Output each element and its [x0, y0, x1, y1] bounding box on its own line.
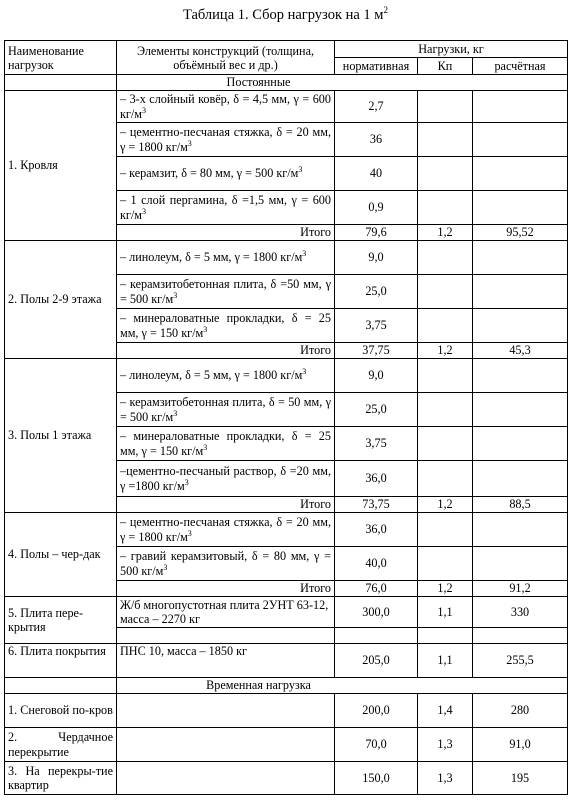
element-cell: – керамзит, δ = 80 мм, γ = 500 $кг/м^3$: [117, 157, 335, 191]
calc-value: 91,0: [473, 728, 568, 762]
empty-cell: [418, 547, 473, 581]
empty-cell: [473, 628, 568, 644]
empty-cell: [418, 461, 473, 497]
empty-cell: [418, 157, 473, 191]
norm-value: 70,0: [335, 728, 418, 762]
k-value: 1,3: [418, 762, 473, 795]
empty-cell: [418, 241, 473, 275]
table-row: [5, 359, 568, 393]
group-name-floors-2-9: 2. Полы 2-9 этажа: [5, 241, 117, 359]
empty-cell: [473, 309, 568, 343]
element-cell: – керамзитобетонная плита, δ =50 мм, γ = 500 $кг/м^3$: [117, 275, 335, 309]
norm-value: 2,7: [335, 91, 418, 123]
empty-cell: [473, 461, 568, 497]
empty-cell: [335, 628, 418, 644]
header-name-cell: Наименование нагрузок: [5, 41, 117, 75]
norm-value: 36: [335, 123, 418, 157]
table-row: [5, 513, 568, 547]
empty-cell: [418, 427, 473, 461]
temp-name: 3. На перекры-тие квартир: [5, 762, 117, 795]
norm-value: 0,9: [335, 191, 418, 225]
empty-cell: [473, 427, 568, 461]
empty-cell: [473, 123, 568, 157]
table-row: [5, 694, 568, 728]
empty-cell: [418, 513, 473, 547]
norm-value: 36,0: [335, 461, 418, 497]
table-row: [5, 644, 568, 678]
norm-value: 300,0: [335, 597, 418, 628]
element-cell: – 3-х слойный ковёр, δ = 4,5 мм, γ = 600 $кг/м^3$: [117, 91, 335, 123]
total-label: Итого: [117, 225, 335, 241]
empty-cell: [473, 359, 568, 393]
calc-value: 330: [473, 597, 568, 628]
total-k: 1,2: [418, 225, 473, 241]
element-cell: – минераловатные прокладки, δ = 25 мм, γ = 150 $кг/м^3$: [117, 309, 335, 343]
norm-value: 9,0: [335, 241, 418, 275]
header-loads-cell: Нагрузки, кг: [335, 41, 568, 58]
norm-value: 36,0: [335, 513, 418, 547]
total-calc: 95,52: [473, 225, 568, 241]
total-norm: 79,6: [335, 225, 418, 241]
total-label: Итого: [117, 581, 335, 597]
empty-cell: [117, 762, 335, 795]
element-cell: – линолеум, δ = 5 мм, γ = 1800 $кг/м^3$: [117, 241, 335, 275]
empty-cell: [473, 241, 568, 275]
element-cell: Ж/б многопустотная плита 2УНТ 63-12, масса – 2270 кг: [117, 597, 335, 628]
group-name-slab-floor: 5. Плита пере-крытия: [5, 597, 117, 644]
table-title-superscript: 2: [383, 5, 388, 15]
empty-cell: [418, 309, 473, 343]
group-name-roof: 1. Кровля: [5, 91, 117, 241]
total-label: Итого: [117, 343, 335, 359]
section-permanent-label: Постоянные: [117, 75, 568, 91]
element-cell: – цементно-песчаная стяжка, δ = 20 мм, γ = 1800 $кг/м^3$: [117, 513, 335, 547]
norm-value: 25,0: [335, 275, 418, 309]
element-cell: – минераловатные прокладки, δ = 25 мм, γ = 150 $кг/м^3$: [117, 427, 335, 461]
header-calc-cell: расчётная: [473, 58, 568, 75]
norm-value: 40: [335, 157, 418, 191]
norm-value: 25,0: [335, 393, 418, 427]
total-norm: 73,75: [335, 497, 418, 513]
group-name-slab-roof: 6. Плита покрытия: [5, 644, 117, 678]
section-temporary-label: Временная нагрузка: [117, 678, 568, 694]
temp-name: 2. Чердачное перекрытие: [5, 728, 117, 762]
total-calc: 91,2: [473, 581, 568, 597]
empty-cell: [473, 191, 568, 225]
empty-cell: [5, 678, 117, 694]
empty-cell: [418, 359, 473, 393]
element-cell: – линолеум, δ = 5 мм, γ = 1800 $кг/м^3$: [117, 359, 335, 393]
k-value: 1,4: [418, 694, 473, 728]
norm-value: 9,0: [335, 359, 418, 393]
empty-cell: [473, 393, 568, 427]
empty-cell: [117, 694, 335, 728]
empty-cell: [418, 275, 473, 309]
header-row-1: [5, 41, 568, 58]
group-name-attic: 4. Полы – чер-дак: [5, 513, 117, 597]
empty-cell: [5, 75, 117, 91]
table-row: [5, 728, 568, 762]
norm-value: 150,0: [335, 762, 418, 795]
k-value: 1,1: [418, 644, 473, 678]
total-norm: 37,75: [335, 343, 418, 359]
element-cell: – 1 слой пергамина, δ =1,5 мм, γ = 600 $кг/м^3$: [117, 191, 335, 225]
empty-cell: [117, 628, 335, 644]
total-k: 1,2: [418, 497, 473, 513]
k-value: 1,3: [418, 728, 473, 762]
table-title: [0, 1, 571, 24]
element-cell: –цементно-песчаный раствор, δ =20 мм, γ =1800 $кг/м^3$: [117, 461, 335, 497]
total-calc: 88,5: [473, 497, 568, 513]
loads-table: [4, 40, 568, 795]
header-elements-cell: Элементы конструкций (толщина, объёмный вес и др.): [117, 41, 335, 75]
empty-cell: [418, 123, 473, 157]
header-k-cell: Кп: [418, 58, 473, 75]
temp-name: 1. Снеговой по-кров: [5, 694, 117, 728]
norm-value: 200,0: [335, 694, 418, 728]
table-row: [5, 597, 568, 628]
section-row-permanent: [5, 75, 568, 91]
empty-cell: [418, 191, 473, 225]
total-k: 1,2: [418, 343, 473, 359]
empty-cell: [418, 628, 473, 644]
norm-value: 3,75: [335, 309, 418, 343]
group-name-floors-1: 3. Полы 1 этажа: [5, 359, 117, 513]
empty-cell: [473, 157, 568, 191]
k-value: 1,1: [418, 597, 473, 628]
empty-cell: [117, 728, 335, 762]
empty-cell: [473, 275, 568, 309]
norm-value: 205,0: [335, 644, 418, 678]
empty-cell: [473, 91, 568, 123]
calc-value: 255,5: [473, 644, 568, 678]
empty-cell: [473, 513, 568, 547]
total-k: 1,2: [418, 581, 473, 597]
section-row-temporary: [5, 678, 568, 694]
element-cell: ПНС 10, масса – 1850 кг: [117, 644, 335, 678]
table-row: [5, 762, 568, 795]
empty-cell: [418, 91, 473, 123]
calc-value: 280: [473, 694, 568, 728]
calc-value: 195: [473, 762, 568, 795]
element-cell: – гравий керамзитовый, δ = 80 мм, γ = 500 $кг/м^3$: [117, 547, 335, 581]
total-norm: 76,0: [335, 581, 418, 597]
table-row: [5, 241, 568, 275]
empty-cell: [473, 547, 568, 581]
total-calc: 45,3: [473, 343, 568, 359]
element-cell: – керамзитобетонная плита, δ = 50 мм, γ = 500 $кг/м^3$: [117, 393, 335, 427]
table-row: [5, 91, 568, 123]
norm-value: 3,75: [335, 427, 418, 461]
element-cell: – цементно-песчаная стяжка, δ = 20 мм, γ = 1800 $кг/м^3$: [117, 123, 335, 157]
norm-value: 40,0: [335, 547, 418, 581]
table-title-text: Таблица 1. Сбор нагрузок на 1 м: [182, 6, 384, 23]
header-norm-cell: нормативная: [335, 58, 418, 75]
total-label: Итого: [117, 497, 335, 513]
empty-cell: [418, 393, 473, 427]
